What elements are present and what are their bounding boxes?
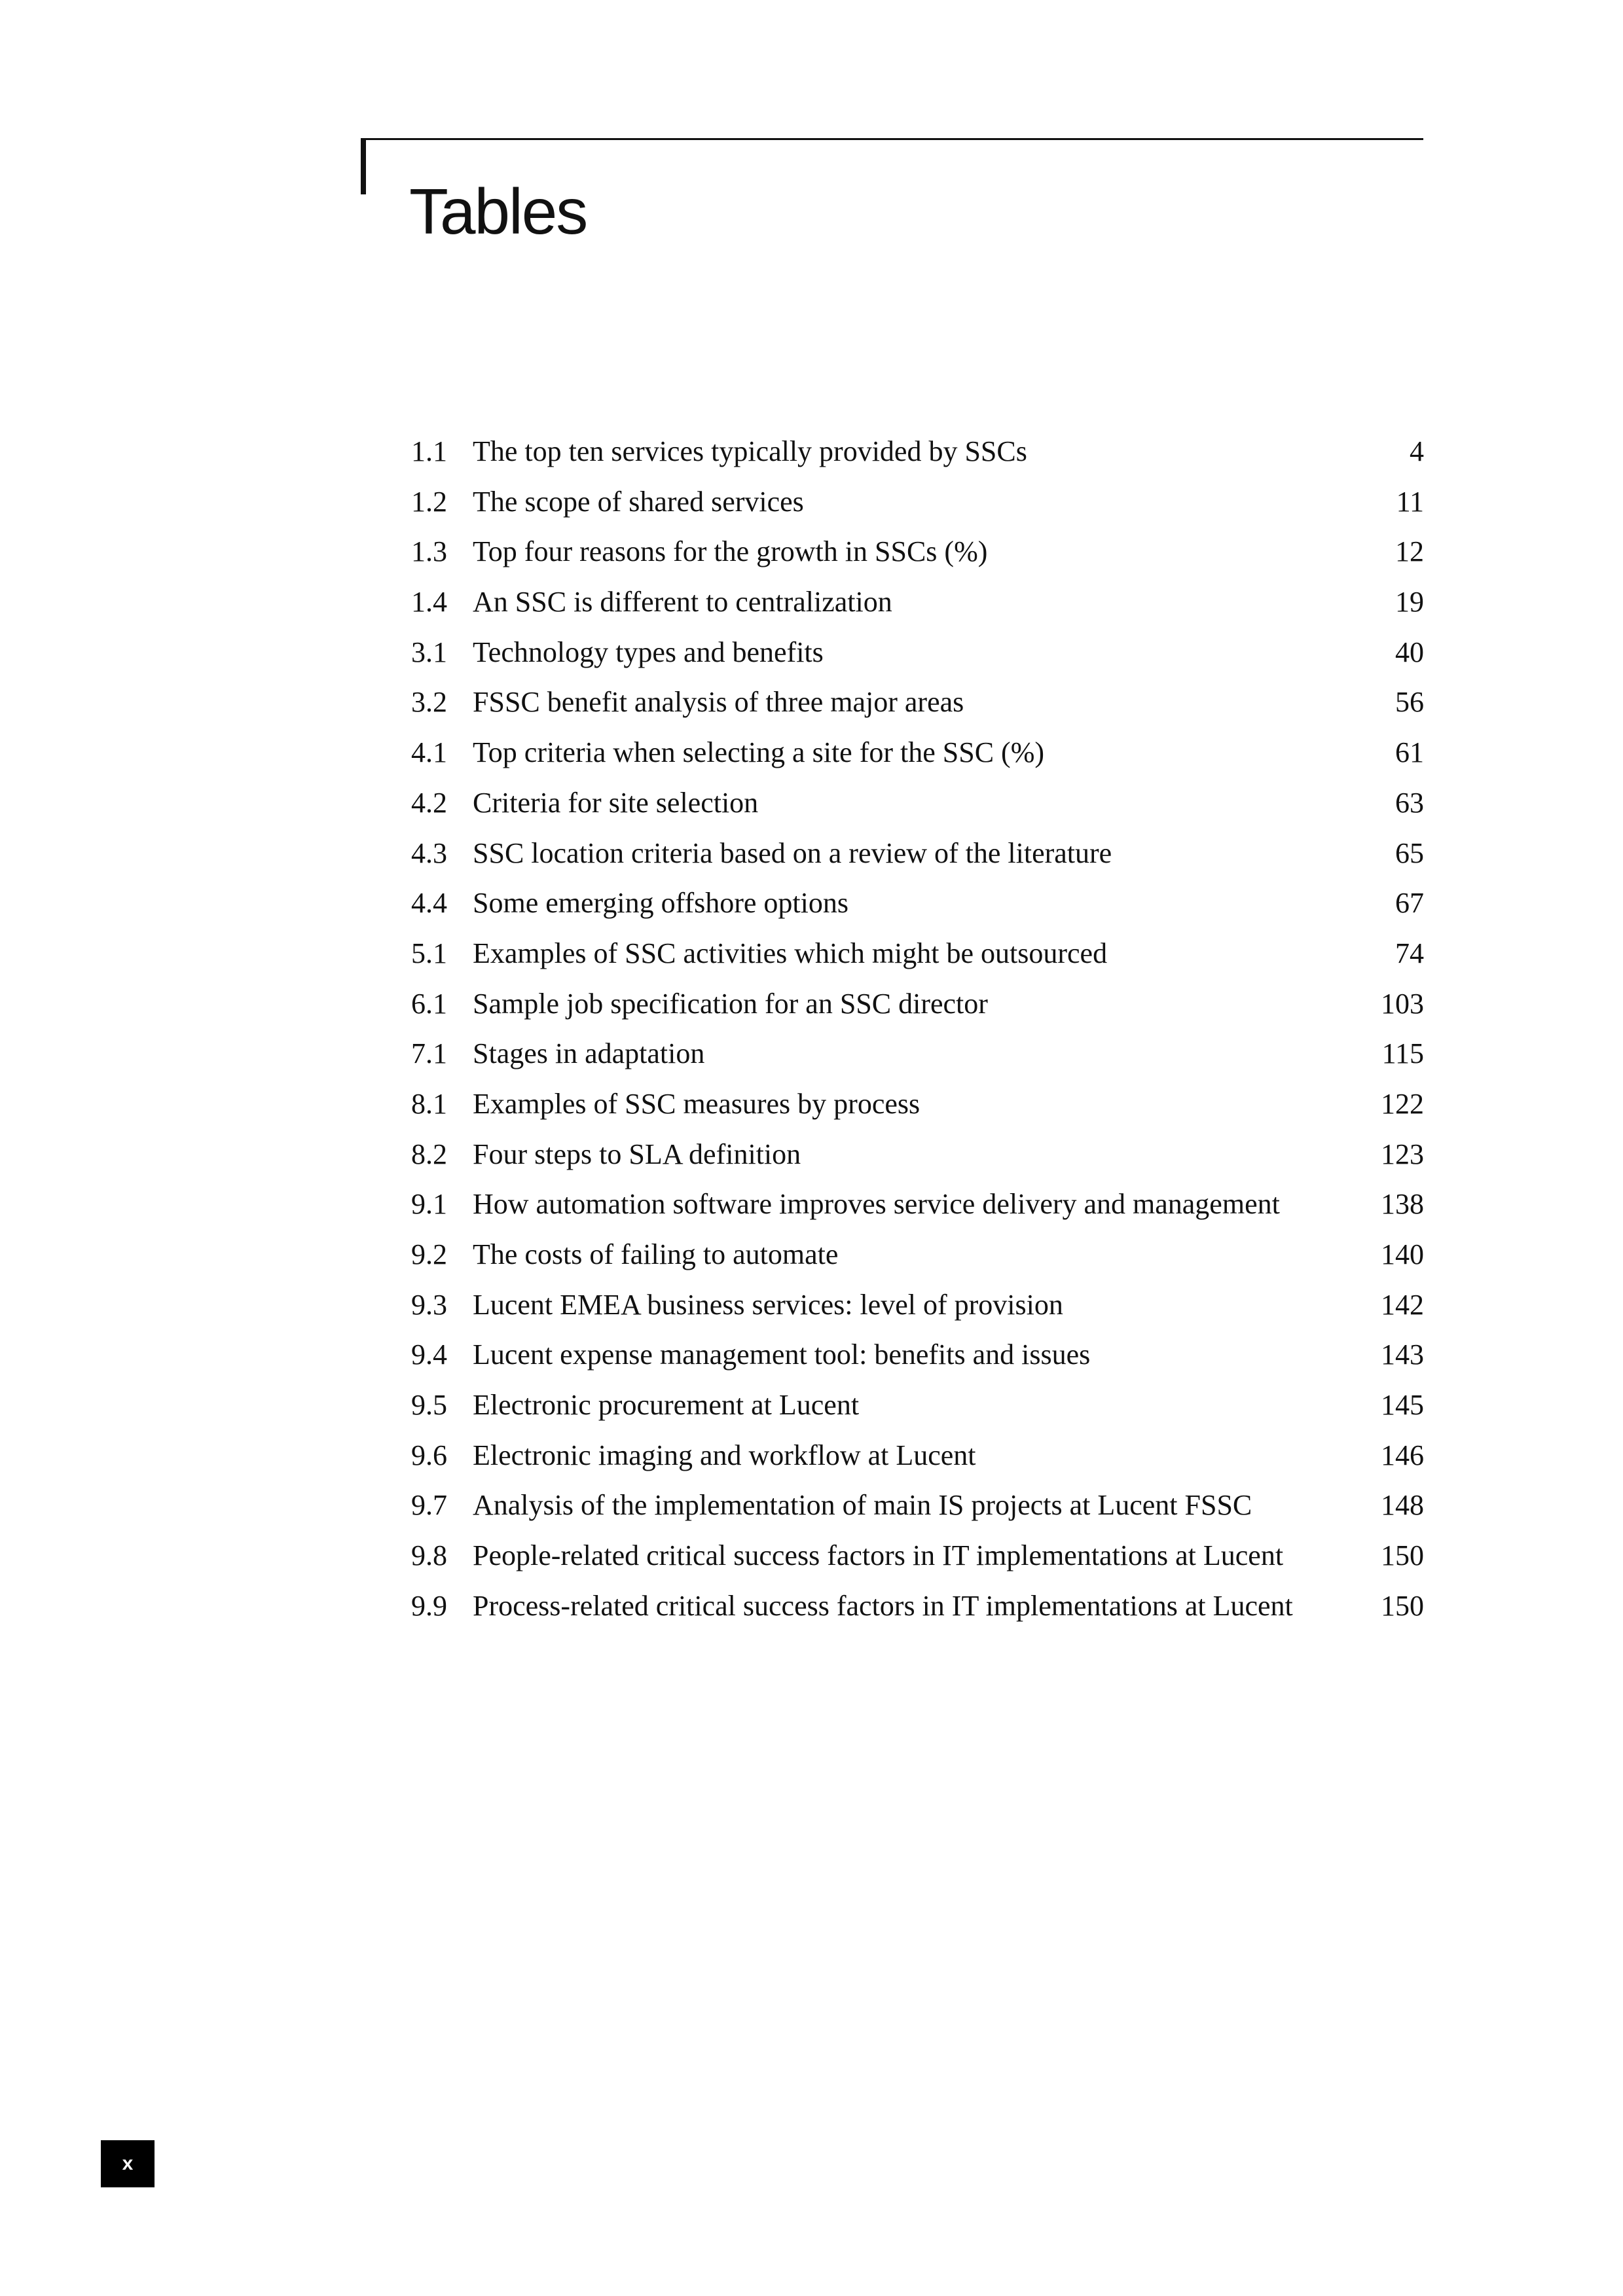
table-title: Technology types and benefits — [473, 636, 824, 668]
table-number: 9.7 — [411, 1489, 447, 1522]
table-number: 8.2 — [411, 1138, 447, 1170]
table-list — [411, 432, 1424, 1637]
header-rule — [361, 138, 1423, 140]
table-page-number: 115 — [1381, 1037, 1424, 1070]
table-title: Criteria for site selection — [473, 786, 759, 819]
header-corner-mark — [361, 138, 366, 194]
table-number: 1.2 — [411, 485, 447, 518]
table-entry[interactable] — [411, 1185, 1424, 1235]
table-entry[interactable] — [411, 984, 1424, 1035]
table-page-number: 146 — [1381, 1439, 1424, 1471]
table-number: 3.1 — [411, 636, 447, 668]
table-entry[interactable] — [411, 1034, 1424, 1085]
table-page-number: 150 — [1381, 1539, 1424, 1572]
table-entry[interactable] — [411, 1235, 1424, 1285]
table-title: Top criteria when selecting a site for the SSC (%) — [473, 736, 1044, 769]
table-title: Analysis of the implementation of main IS projects at Lucent FSSC — [473, 1489, 1252, 1522]
table-number: 4.4 — [411, 887, 447, 920]
table-number: 4.2 — [411, 786, 447, 819]
table-page-number: 74 — [1395, 937, 1424, 969]
table-entry[interactable] — [411, 834, 1424, 884]
table-number: 1.3 — [411, 535, 447, 568]
table-title: Electronic imaging and workflow at Lucent — [473, 1439, 976, 1471]
page-title: Tables — [409, 175, 587, 247]
table-number: 9.3 — [411, 1288, 447, 1321]
table-title: How automation software improves service delivery and management — [473, 1188, 1280, 1221]
table-title: Some emerging offshore options — [473, 887, 848, 920]
table-entry[interactable] — [411, 1335, 1424, 1386]
table-number: 8.1 — [411, 1087, 447, 1120]
table-page-number: 63 — [1395, 786, 1424, 819]
table-entry[interactable] — [411, 1386, 1424, 1436]
table-number: 4.3 — [411, 836, 447, 869]
table-title: SSC location criteria based on a review of the literature — [473, 836, 1112, 869]
table-page-number: 65 — [1395, 836, 1424, 869]
table-page-number: 103 — [1381, 987, 1424, 1020]
table-number: 6.1 — [411, 987, 447, 1020]
table-entry[interactable] — [411, 1085, 1424, 1135]
table-title: Stages in adaptation — [473, 1037, 705, 1070]
table-number: 3.2 — [411, 686, 447, 719]
table-page-number: 4 — [1410, 435, 1424, 467]
table-title: Electronic procurement at Lucent — [473, 1389, 860, 1422]
table-title: Examples of SSC activities which might be outsourced — [473, 937, 1108, 969]
table-page-number: 145 — [1381, 1389, 1424, 1422]
table-number: 1.4 — [411, 586, 447, 619]
table-page-number: 143 — [1381, 1338, 1424, 1371]
table-number: 9.6 — [411, 1439, 447, 1471]
table-page-number: 19 — [1395, 586, 1424, 619]
table-number: 9.4 — [411, 1338, 447, 1371]
table-entry[interactable] — [411, 1436, 1424, 1486]
table-title: FSSC benefit analysis of three major areas — [473, 686, 964, 719]
table-title: People-related critical success factors in IT implementations at Lucent — [473, 1539, 1284, 1572]
table-number: 4.1 — [411, 736, 447, 769]
table-title: Top four reasons for the growth in SSCs (%) — [473, 535, 988, 568]
table-entry[interactable] — [411, 482, 1424, 533]
table-title: The top ten services typically provided by SSCs — [473, 435, 1027, 467]
table-page-number: 122 — [1381, 1087, 1424, 1120]
table-title: Sample job specification for an SSC director — [473, 987, 988, 1020]
table-title: Four steps to SLA definition — [473, 1138, 801, 1170]
table-entry[interactable] — [411, 1135, 1424, 1185]
table-entry[interactable] — [411, 1285, 1424, 1336]
table-number: 9.1 — [411, 1188, 447, 1221]
table-number: 7.1 — [411, 1037, 447, 1070]
table-number: 9.8 — [411, 1539, 447, 1572]
table-page-number: 138 — [1381, 1188, 1424, 1221]
table-title: Lucent EMEA business services: level of provision — [473, 1288, 1063, 1321]
table-entry[interactable] — [411, 633, 1424, 683]
table-entry[interactable] — [411, 884, 1424, 934]
table-entry[interactable] — [411, 532, 1424, 583]
table-page-number: 67 — [1395, 887, 1424, 920]
table-page-number: 142 — [1381, 1288, 1424, 1321]
table-number: 5.1 — [411, 937, 447, 969]
table-page-number: 150 — [1381, 1589, 1424, 1622]
table-number: 9.2 — [411, 1238, 447, 1270]
table-page-number: 40 — [1395, 636, 1424, 668]
table-title: The costs of failing to automate — [473, 1238, 839, 1270]
table-entry[interactable] — [411, 1587, 1424, 1637]
table-number: 9.9 — [411, 1589, 447, 1622]
table-entry[interactable] — [411, 733, 1424, 783]
table-page-number: 140 — [1381, 1238, 1424, 1270]
table-number: 9.5 — [411, 1389, 447, 1422]
table-page-number: 148 — [1381, 1489, 1424, 1522]
table-number: 1.1 — [411, 435, 447, 467]
table-title: Examples of SSC measures by process — [473, 1087, 921, 1120]
page-folio: x — [101, 2140, 155, 2187]
table-title: Process-related critical success factors in IT implementations at Lucent — [473, 1589, 1293, 1622]
table-page-number: 56 — [1395, 686, 1424, 719]
table-page-number: 11 — [1396, 485, 1424, 518]
table-entry[interactable] — [411, 583, 1424, 633]
table-title: The scope of shared services — [473, 485, 804, 518]
table-entry[interactable] — [411, 683, 1424, 733]
table-page-number: 123 — [1381, 1138, 1424, 1170]
table-page-number: 12 — [1395, 535, 1424, 568]
table-page-number: 61 — [1395, 736, 1424, 769]
table-entry[interactable] — [411, 1486, 1424, 1536]
table-title: Lucent expense management tool: benefits and issues — [473, 1338, 1091, 1371]
table-entry[interactable] — [411, 934, 1424, 984]
table-entry[interactable] — [411, 432, 1424, 482]
table-entry[interactable] — [411, 1536, 1424, 1587]
table-title: An SSC is different to centralization — [473, 586, 892, 619]
table-entry[interactable] — [411, 783, 1424, 834]
